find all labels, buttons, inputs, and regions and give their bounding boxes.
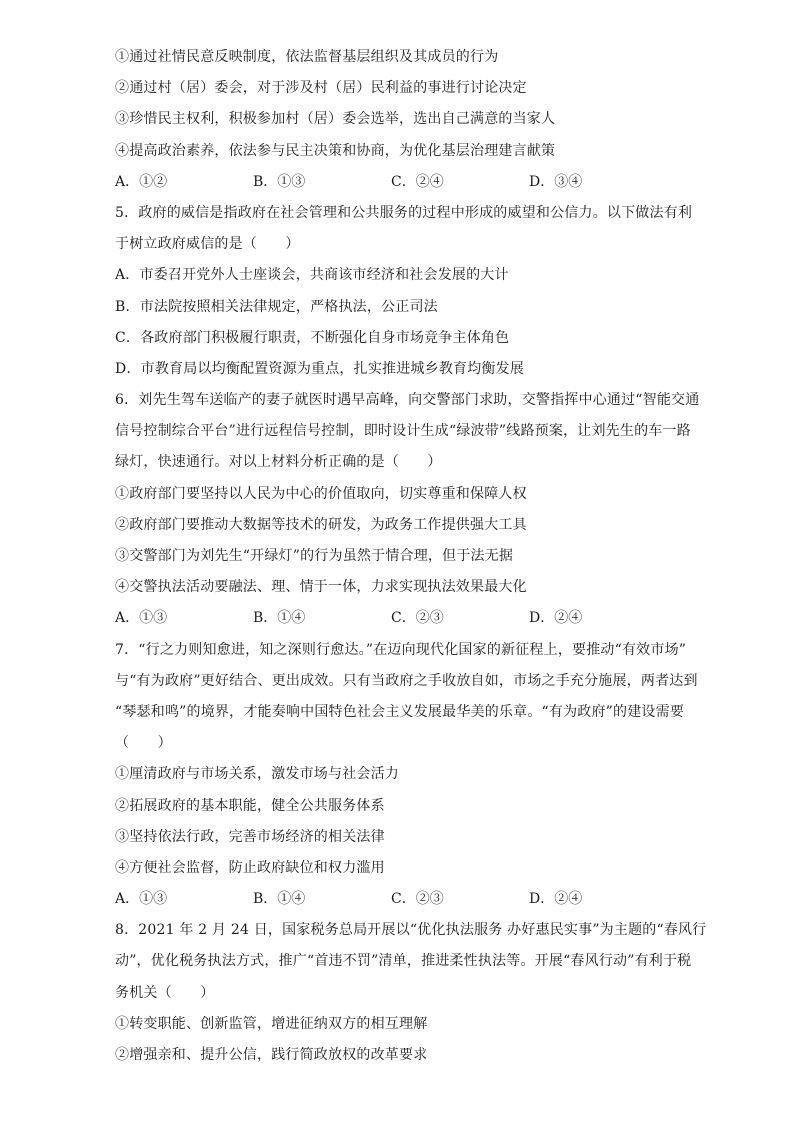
- q7-item-3: ③坚持依法行政，完善市场经济的相关法律: [115, 828, 385, 845]
- q7-option-b: B．①④: [253, 891, 306, 908]
- q7-option-c: C．②③: [391, 891, 444, 908]
- q6-stem-line-2: 信号控制综合平台”进行远程信号控制，即时设计生成“绿波带”线路预案，让刘先生的车一路: [115, 423, 691, 440]
- q4-option-c: C．②④: [391, 173, 444, 190]
- q7-stem-line-1: 7．“行之力则知愈进，知之深则行愈达。”在迈向现代化国家的新征程上，要推动“有效市场”: [115, 641, 687, 658]
- q6-item-4: ④交警执法活动要融法、理、情于一体，力求实现执法效果最大化: [115, 579, 527, 596]
- q8-stem-line-3: 务机关（ ）: [115, 984, 215, 1001]
- q6-option-b: B．①④: [253, 610, 306, 627]
- q4-option-a: A．①②: [115, 173, 168, 190]
- q6-option-d: D．②④: [529, 610, 583, 627]
- q6-item-2: ②政府部门要推动大数据等技术的研发，为政务工作提供强大工具: [115, 516, 527, 533]
- q4-item-3: ③珍惜民主权利，积极参加村（居）委会选举，选出自己满意的当家人: [115, 111, 556, 128]
- q4-option-b: B．①③: [253, 173, 306, 190]
- q5-stem-line-1: 5．政府的威信是指政府在社会管理和公共服务的过程中形成的威望和公信力。以下做法有利: [115, 204, 693, 221]
- q7-option-a: A．①③: [115, 891, 168, 908]
- question-7: [115, 635, 734, 916]
- q7-item-1: ①厘清政府与市场关系，激发市场与社会活力: [115, 766, 399, 783]
- q7-stem: [115, 635, 734, 760]
- q6-item-3: ③交警部门为刘先生“开绿灯”的行为虽然于情合理，但于法无据: [115, 548, 514, 564]
- q4-item-1: ①通过社情民意反映制度，依法监督基层组织及其成员的行为: [115, 49, 499, 65]
- q8-stem: [115, 915, 734, 1009]
- q6-option-a: A．①③: [115, 610, 168, 627]
- q8-item-2: ②增强亲和、提升公信，践行简政放权的改革要求: [115, 1047, 428, 1063]
- q8-stem-line-2: 动”，优化税务执法方式，推广“首违不罚”清单，推进柔性执法等。开展“春风行动”有利于税: [115, 953, 692, 970]
- q5-choice-b: B．市法院按照相关法律规定，严格执法，公正司法: [115, 298, 438, 315]
- q6-stem-line-3: 绿灯，快速通行。对以上材料分析正确的是（ ）: [115, 454, 442, 471]
- q5-stem-line-2: 于树立政府威信的是（ ）: [115, 236, 300, 253]
- q4-options: [115, 167, 734, 198]
- q7-options: [115, 884, 734, 915]
- question-5: [115, 198, 734, 385]
- q6-options: [115, 603, 734, 634]
- q5-choice-d: D．市教育局以均衡配置资源为重点，扎实推进城乡教育均衡发展: [115, 360, 525, 377]
- q5-choice-c: C．各政府部门积极履行职责，不断强化自身市场竞争主体角色: [115, 329, 510, 346]
- q6-stem: [115, 385, 734, 479]
- q8-item-1: ①转变职能、创新监管，增进征纳双方的相互理解: [115, 1015, 428, 1032]
- q7-option-d: D．②④: [529, 891, 583, 908]
- q7-item-4: ④方便社会监督，防止政府缺位和权力滥用: [115, 859, 385, 876]
- q4-item-2: ②通过村（居）委会，对于涉及村（居）民利益的事进行讨论决定: [115, 80, 527, 97]
- q6-option-c: C．②③: [391, 610, 444, 627]
- q4-option-d: D．③④: [529, 173, 583, 190]
- q7-item-2: ②拓展政府的基本职能，健全公共服务体系: [115, 797, 385, 814]
- question-8: [115, 915, 734, 1071]
- q7-stem-line-2: 与“有为政府”更好结合、更出成效。只有当政府之手收放自如，市场之手充分施展，两者达到: [115, 672, 698, 689]
- q8-stem-line-1: 8．2021 年 2 月 24 日，国家税务总局开展以“优化执法服务 办好惠民实事”为主题的“春风行: [115, 922, 707, 939]
- q7-stem-line-3: “琴瑟和鸣”的境界，才能奏响中国特色社会主义发展最华美的乐章。“有为政府”的建设需要: [115, 703, 685, 720]
- question-6: [115, 385, 734, 635]
- q5-stem: [115, 198, 734, 260]
- q6-stem-line-1: 6．刘先生驾车送临产的妻子就医时遇早高峰，向交警部门求助，交警指挥中心通过“智能交通: [115, 392, 700, 409]
- q5-choice-a: A．市委召开党外人士座谈会，共商该市经济和社会发展的大计: [115, 267, 509, 284]
- q7-stem-line-4: （ ）: [115, 735, 172, 752]
- q6-item-1: ①政府部门要坚持以人民为中心的价值取向，切实尊重和保障人权: [115, 485, 527, 502]
- q4-item-4: ④提高政治素养，依法参与民主决策和协商，为优化基层治理建言献策: [115, 142, 556, 159]
- question-4-tail: [115, 42, 734, 198]
